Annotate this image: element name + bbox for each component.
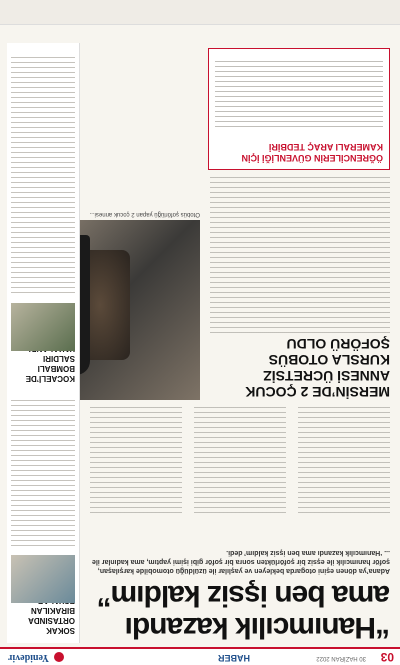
rail-story-1-photo <box>11 555 75 603</box>
sub-body <box>210 175 390 335</box>
rail-story-1-title: SOKAK ORTASINDA BIRAKILAN <box>28 606 75 635</box>
side-box-title: ÖĞRENCİLERİN GÜVENLİĞİ İÇİN KAMERALI ARAÇ TEDBİRİ <box>241 142 383 163</box>
logo-icon <box>54 652 64 662</box>
main-deck: Adana’ya dönen eşini otogarda bekleyen ve yaşlılar ile üzüldüğü otomobilde karşılaşan, şoför hanımcılık ile eşsiz bir şoförlükten sonra bir şoför gibi işimi yaptım, ama kadınlar ile ... ‘Hanımcılık kazandı ama ben işsiz kaldım’ dedi. <box>92 549 390 574</box>
photo-caption: Otobüs şoförlüğü yapan 2 çocuk annesi... <box>89 211 200 217</box>
rail-story-2-body <box>11 55 75 295</box>
section-label: HABER <box>217 653 250 663</box>
text-column <box>90 405 182 515</box>
main-body <box>90 405 390 515</box>
issue-date: 30 HAZİRAN 2022 <box>316 655 366 661</box>
right-rail <box>7 43 80 643</box>
text-column <box>298 405 390 515</box>
brand-logo <box>8 652 64 663</box>
side-box-body <box>215 59 383 129</box>
text-column <box>194 405 286 515</box>
header-bar <box>0 647 400 665</box>
rail-story-1-body <box>11 398 75 548</box>
rail-story-2-title: KOCAELİ’DE BOMBALI SALDIRI <box>25 354 75 383</box>
brand-name: Yenidevir <box>8 652 50 663</box>
main-headline: “Hanımcılık kazandı ama ben işsiz kaldım” <box>97 579 390 644</box>
rail-story-2-photo <box>11 303 75 351</box>
side-box <box>208 48 390 170</box>
footer-strip <box>0 0 400 25</box>
page-number: 03 <box>380 650 394 664</box>
sub-headline: MERSİN’DE 2 ÇOCUK ANNESİ ÜCRETSİZ KURSLA OTOBÜS ŞOFÖRÜ OLDU <box>245 336 390 400</box>
